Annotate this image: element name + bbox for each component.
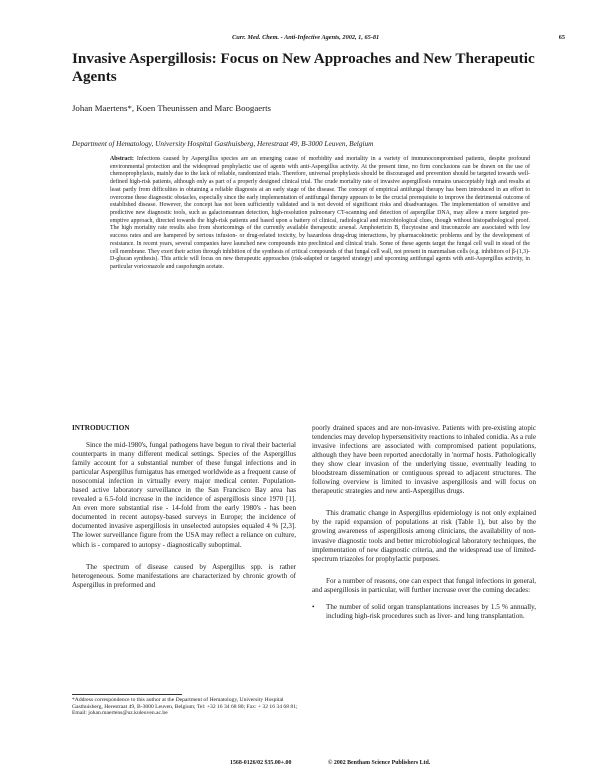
abstract — [110, 156, 530, 272]
intro-paragraph-3: poorly drained spaces and are non-invasive. Patients with pre-existing atopic tendencies may develop hypersensitivity reactions to inhaled conidia. As a rule invasive infections are associated with compromised patient populations, although they have been reported anecdotally in 'normal' hosts. Pathologically they show clear invasion of the underlying tissue, eventually leading to bloodstream dissemination or contiguous spread to adjacent structures. The following overview is limited to invasive aspergillosis and will focus on therapeutic strategies and new anti-Aspergillus drugs. — [312, 424, 536, 496]
intro-paragraph-5: For a number of reasons, one can expect that fungal infections in general, and aspergillosis in particular, will further increase over the coming decades: — [312, 576, 536, 594]
bullet-marker: • — [312, 602, 315, 611]
right-column — [312, 424, 536, 621]
author-list: Johan Maertens*, Koen Theunissen and Marc Boogaerts — [72, 103, 271, 113]
section-heading-introduction: INTRODUCTION — [72, 424, 130, 432]
abstract-text: Infections caused by Aspergillus species are an emerging cause of morbidity and mortality in a variety of immunocompromised patients, despite profound environmental protection and the widespread prophylactic use of agents with anti-Aspergillus activity. At the present time, no firm conclusions can be drawn on the use of chemoprophylaxis, mainly due to the lack of reliable, randomized trials. Therefore, universal prophylaxis should be discouraged and prevention should be targeted towards well-defined high-risk patients, although only as part of a properly designed clinical trial. The crude mortality rate of invasive aspergillosis remains unacceptably high and results at least partly from difficulties in obtaining a reliable diagnosis at an early stage of the disease. The concept of empirical antifungal therapy has been introduced in an effort to overcome these diagnostic obstacles, especially since the early implementation of antifungal therapy appears to be the crucial prerequisite to improve the detrimental outcome of established disease. However, the concept has not been sufficiently validated and is not devoid of significant risks and disadvantages. The implementation of sensitive and predictive new diagnostic tools, such as galactomannan detection, high-resolution pulmonary CT-scanning and detection of aspergillar DNA, may allow a more targeted pre-emptive approach, directed towards the high-risk patients and based upon a battery of clinical, radiological and microbiological clues, though without histopathological proof. The high mortality rate results also from shortcomings of the currently available therapeutic arsenal. Amphotericin B, flucytosine and itraconazole are associated with low success rates and are hampered by serious infusion- or drug-related toxicity, by hazardous drug-drug interactions, by pharmacokinetic problems and by the development of resistance. In recent years, several companies have launched new compounds into preclinical and clinical trials. Some of these agents target the fungal cell wall in stead of the cell membrane. They exert their action through inhibition of the synthesis of critical compounds of that fungal cell wall, not present in mammalian cells (e.g. inhibitors of β-(1,3)-D-glucan synthesis). This article will focus on new therapeutic approaches (risk-adapted or targeted strategy) and upcoming antifungal agents with anti-Aspergillus activity, in particular voriconazole and caspofungin acetate. — [110, 156, 530, 271]
footnote-rule — [72, 694, 182, 695]
issn-price: 1568-0126/02 $35.00+.00 — [230, 760, 292, 766]
article-title: Invasive Aspergillosis: Focus on New Approaches and New Therapeutic Agents — [72, 50, 535, 85]
left-column — [72, 424, 296, 590]
copyright-notice: © 2002 Bentham Science Publishers Ltd. — [328, 760, 431, 766]
intro-paragraph-2: The spectrum of disease caused by Aspergillus spp. is rather heterogeneous. Some manifestations are characterized by chronic growth of Aspergillus in preformed and — [72, 562, 296, 589]
intro-paragraph-4: This dramatic change in Aspergillus epidemiology is not only explained by the rapid expansion of populations at risk (Table 1), but also by the growing awareness of aspergillosis among clinicians, the availability of non-invasive diagnostic tools and better microbiological laboratory techniques, the implementation of new diagnostic criteria, and the widespread use of limited-spectrum triazoles for prophylactic purposes. — [312, 509, 536, 563]
bullet-list-item — [312, 603, 536, 621]
correspondence-footnote: *Address correspondence to this author at the Department of Hematology, University Hospital Gasthuisberg, Herestraat 49, B-3000 Leuven, Belgium; Tel: +32 16 34 68 80; Fax: + 32 16 34 68 81; Email: johan.maertens@uz.kuleuven.ac.be — [72, 697, 298, 717]
bullet-text: The number of solid organ transplantations increases by 1.5 % annually, including high-risk procedures such as liver- and lung transplantation. — [326, 602, 536, 620]
journal-citation: Curr. Med. Chem. - Anti-Infective Agents, 2002, 1, 65-81 — [232, 34, 380, 41]
affiliation: Department of Hematology, University Hospital Gasthuisberg, Herestraat 49, B-3000 Leuven, Belgium — [72, 139, 374, 148]
intro-paragraph-1: Since the mid-1980's, fungal pathogens have begun to rival their bacterial counterparts in many different medical settings. Species of the Aspergillus family account for a substantial number of these fungal infections and in particular Aspergillus fumigatus has emerged worldwide as a frequent cause of nosocomial infection in virtually every major medical center. Population-based active laboratory surveillance in the San Francisco Bay area has revealed a 6.5-fold increase in the incidence of aspergillosis since 1970 [1]. An even more substantial rise - 14-fold from the early 1980's - has been documented in recent autopsy-based surveys in Europe; the incidence of documented invasive aspergillosis in unselected autopsies equaled 4 % [2,3]. The lower surveillance figure from the USA may reflect a reliance on culture, which is - compared to autopsy - diagnostically suboptimal. — [72, 441, 296, 549]
abstract-label: Abstract: — [110, 156, 134, 162]
page-number: 65 — [558, 34, 565, 41]
